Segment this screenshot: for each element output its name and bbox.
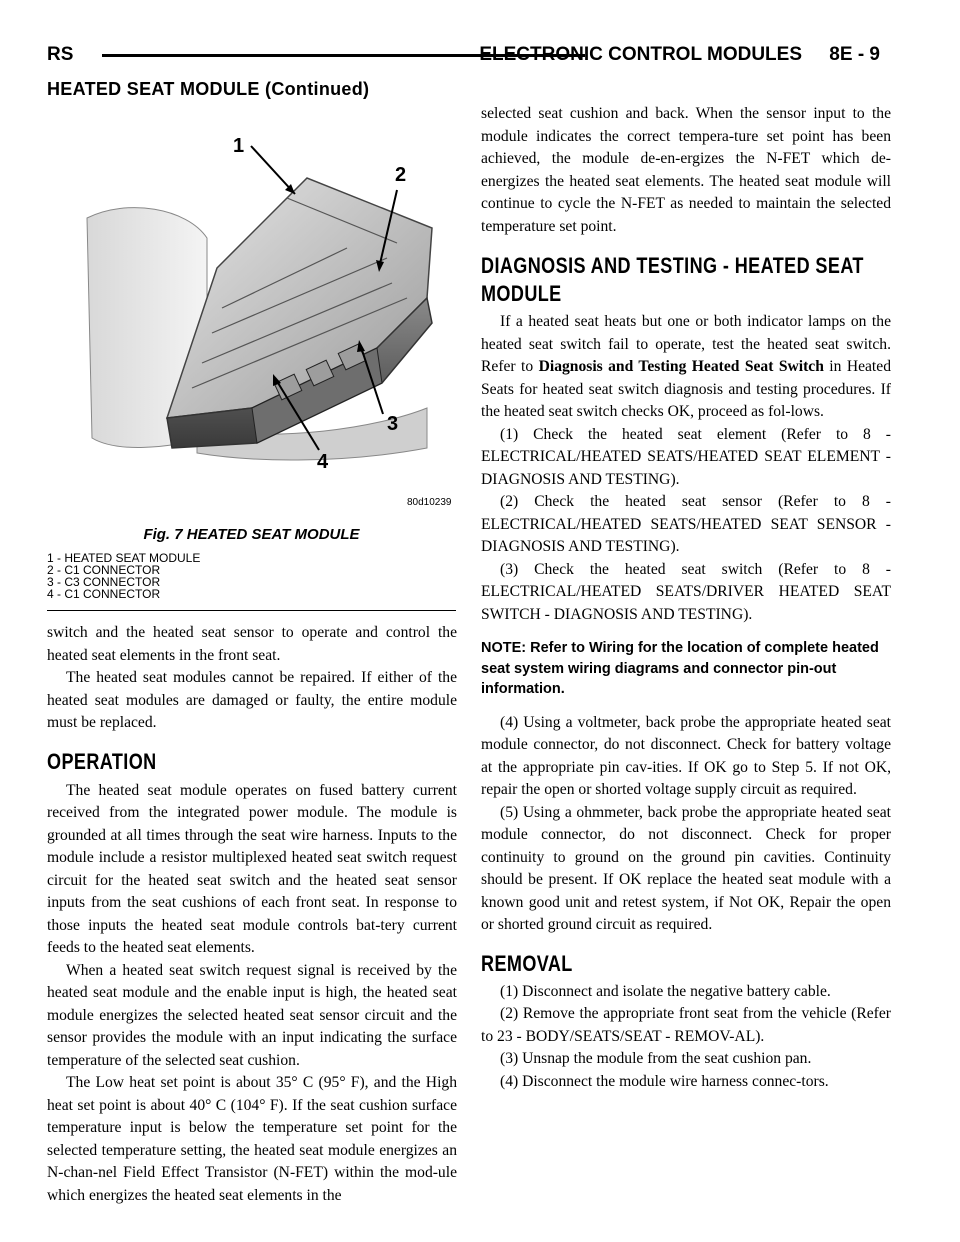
- right-column: [481, 103, 891, 1093]
- module-illustration: [47, 108, 456, 508]
- step: (3) Unsnap the module from the seat cushion pan.: [500, 1050, 812, 1067]
- page-header: [47, 40, 880, 70]
- paragraph: If a heated seat heats but one or both indicator lamps on the heated seat switch fail to operate, test the heated seat switch. Refer to Diagnosis and Testing Heated Seat Switch in Heated Seats for heated seat switch diagnosis and testing procedures. If the heated seat switch checks OK, proceed as fol-lows.: [481, 313, 891, 420]
- callout-3: 3: [387, 413, 399, 435]
- removal-heading: REMOVAL: [481, 950, 573, 976]
- legend-item: 1 - HEATED SEAT MODULE: [47, 551, 201, 565]
- paragraph: The heated seat modules cannot be repaired. If either of the heated seat modules are damaged or faulty, the entire module must be replaced.: [47, 669, 457, 731]
- page-number: 8E - 9: [829, 44, 880, 65]
- figure-rule: [47, 610, 456, 611]
- diagnosis-heading-line-2: MODULE: [481, 281, 562, 306]
- legend-item: 4 - C1 CONNECTOR: [47, 587, 161, 601]
- step: (2) Check the heated seat sensor (Refer to 8 - ELECTRICAL/HEATED SEATS/HEATED SEAT SENSOR - DIAGNOSIS AND TESTING).: [481, 493, 891, 555]
- step: (2) Remove the appropriate front seat from the vehicle (Refer to 23 - BODY/SEATS/SEAT - REMOV-AL).: [481, 1005, 891, 1045]
- continued-title: HEATED SEAT MODULE (Continued): [47, 79, 370, 99]
- cross-reference: Diagnosis and Testing Heated Seat Switch: [538, 358, 824, 375]
- paragraph: selected seat cushion and back. When the sensor input to the module indicates the correct tempera-ture set point has been achieved, the module de-en-ergizes the N-FET which de-energizes the heated seat elements. The heated seat module will continue to cycle the N-FET as needed to maintain the selected temperature set point.: [481, 105, 891, 235]
- figure-code: 80d10239: [407, 497, 452, 508]
- header-section-title: ELECTRONIC CONTROL MODULES: [479, 44, 802, 65]
- header-manual-code: RS: [47, 44, 74, 65]
- legend-item: 2 - C1 CONNECTOR: [47, 563, 161, 577]
- step: (4) Disconnect the module wire harness connec-tors.: [500, 1072, 829, 1090]
- step: (5) Using a ohmmeter, back probe the appropriate heated seat module connector, do not disconnect. Check for proper continuity to ground on the ground pin cavities. Continuity should be present. If OK replace the heated seat module with a known good unit and retest system, if Not OK, Repair the open or shorted ground circuit as required.: [481, 803, 891, 933]
- note: NOTE: Refer to Wiring for the location of complete heated seat system wiring diagrams and connector pin-out information.: [481, 640, 879, 697]
- legend-item: 3 - C3 CONNECTOR: [47, 575, 161, 589]
- figure-caption: Fig. 7 HEATED SEAT MODULE: [143, 526, 360, 543]
- step: (1) Disconnect and isolate the negative battery cable.: [500, 982, 831, 1000]
- left-column: [47, 622, 457, 1207]
- figure-legend: [47, 552, 200, 600]
- paragraph: When a heated seat switch request signal is received by the heated seat module and the enable input is high, the heated seat module energizes the selected heated seat sensor circuit and the sensor provides the module with an input indicating the surface temperature of the selected seat cushion.: [47, 961, 457, 1069]
- diagnosis-heading-line-1: DIAGNOSIS AND TESTING - HEATED SEAT: [481, 253, 864, 278]
- step: (1) Check the heated seat element (Refer to 8 - ELECTRICAL/HEATED SEATS/HEATED SEAT ELEMENT - DIAGNOSIS AND TESTING).: [481, 425, 891, 488]
- paragraph: The Low heat set point is about 35° C (95° F), and the High heat set point is about 40° C (104° F). If the seat cushion surface temperature input is below the temperature set point for the selected temperature setting, the heated seat module energizes an N-chan-nel Field Effect Transistor (N-FET) within the mod-ule which energizes the heated seat elements in the: [47, 1074, 457, 1204]
- callout-2: 2: [395, 164, 407, 186]
- paragraph: The heated seat module operates on fused battery current received from the integrated power module. The module is grounded at all times through the seat wire harness. Inputs to the module include a resistor multiplexed heated seat switch request circuit for the heated seat switch and the heated seat sensor inputs from the seat cushions of each front seat. In response to those inputs the heated seat module controls bat-tery current feeds to the heated seat elements.: [47, 781, 457, 956]
- step: (4) Using a voltmeter, back probe the appropriate heated seat module connector, do not disconnect. Check for battery voltage at the appropriate pin cav-ities. If OK go to Step 5. If not OK, repair the open or shorted voltage supply circuit as required.: [481, 713, 891, 798]
- step: (3) Check the heated seat switch (Refer to 8 - ELECTRICAL/HEATED SEATS/DRIVER HEATED SEAT SWITCH - DIAGNOSIS AND TESTING).: [481, 560, 891, 623]
- operation-heading: OPERATION: [47, 748, 157, 774]
- callout-4: 4: [317, 451, 329, 473]
- callout-1: 1: [233, 135, 245, 157]
- figure-heated-seat-module: [47, 108, 456, 610]
- paragraph: switch and the heated seat sensor to operate and control the heated seat elements in the front seat.: [47, 624, 457, 664]
